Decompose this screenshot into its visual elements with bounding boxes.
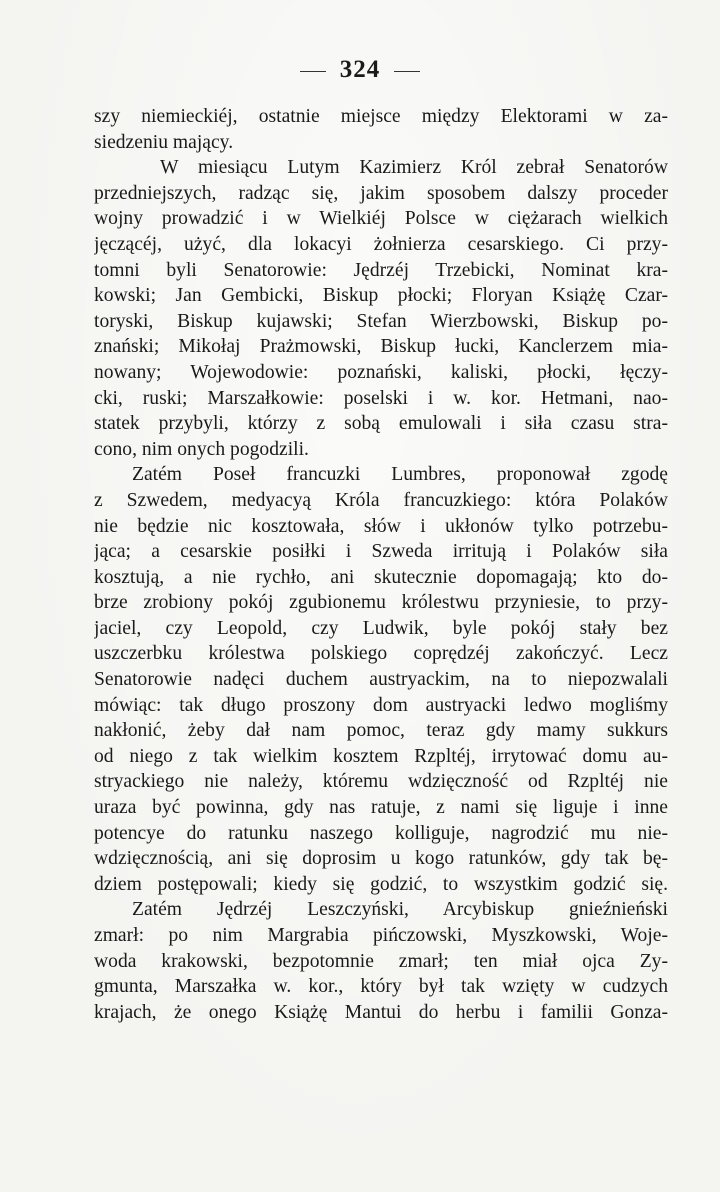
text-line: kowski; Jan Gembicki, Biskup płocki; Floryan Książę Czar- xyxy=(94,285,668,307)
text-line: statek przybyli, którzy z sobą emulowali i siła czasu stra- xyxy=(94,413,668,435)
text-line: zmarł: po nim Margrabia pińczowski, Myszkowski, Woje- xyxy=(94,925,668,946)
page-number: 324 xyxy=(339,56,381,83)
text-line: przedniejszych, radząc się, jakim sposobem dalszy proceder xyxy=(94,182,668,204)
text-line: od niego z tak wielkim kosztem Rzpltéj, irrytować domu au- xyxy=(94,745,668,767)
text-line: uszczerbku królestwa polskiego coprędzéj zakończyć. Lecz xyxy=(94,643,668,665)
text-line: W miesiącu Lutym Kazimierz Król zebrał Senatorów xyxy=(160,157,668,179)
text-line: mówiąc: tak długo proszony dom austryacki ledwo mogliśmy xyxy=(94,694,668,716)
text-line: jaciel, czy Leopold, czy Ludwik, byle pokój stały bez xyxy=(94,617,668,639)
text-line: cono, nim onych pogodzili. xyxy=(94,438,309,460)
text-line: Senatorowie nadęci duchem austryackim, na to niepozwalali xyxy=(94,669,668,691)
text-line: nie będzie nic kosztowała, słów i ukłonów tylko potrzebu- xyxy=(94,515,668,537)
text-line: wdzięcznością, ani się doprosim u kogo ratunków, gdy tak bę- xyxy=(94,848,668,870)
text-line: z Szwedem, medyacyą Króla francuzkiego: która Polaków xyxy=(94,489,668,511)
text-line: nowany; Wojewodowie: poznański, kaliski, płocki, łęczy- xyxy=(94,361,668,383)
text-line: krajach, że onego Książę Mantui do herbu i familii Gonza- xyxy=(94,1001,668,1023)
header-dash-right xyxy=(394,71,420,72)
text-line: jąca; a cesarskie posiłki i Szweda irritują i Polaków siła xyxy=(94,541,668,563)
text-line: jęczącéj, użyć, dla lokacyi żołnierza cesarskiego. Ci przy- xyxy=(94,233,668,255)
text-line: tomni byli Senatorowie: Jędrzéj Trzebicki, Nominat kra- xyxy=(94,259,668,281)
page-header xyxy=(0,56,720,84)
text-line: kosztują, a nie rychło, ani skutecznie dopomagają; kto do- xyxy=(94,566,668,588)
text-line: uraza być powinna, gdy nas ratuje, z nami się liguje i inne xyxy=(94,797,668,819)
text-line: cki, ruski; Marszałkowie: poselski i w. kor. Hetmani, nao- xyxy=(94,387,668,409)
text-line: wojny prowadzić i w Wielkiéj Polsce w ciężarach wielkich xyxy=(94,208,668,230)
text-line: toryski, Biskup kujawski; Stefan Wierzbowski, Biskup po- xyxy=(94,310,668,332)
text-line: Zatém Poseł francuzki Lumbres, proponował zgodę xyxy=(132,464,668,486)
text-line: nakłonić, żeby dał nam pomoc, teraz gdy mamy sukkurs xyxy=(94,720,668,742)
text-line: dziem postępowali; kiedy się godzić, to wszystkim godzić się. xyxy=(94,873,668,895)
text-line: stryackiego nie należy, któremu wdzięczność od Rzpltéj nie xyxy=(94,771,668,793)
text-line: gmunta, Marszałka w. kor., który był tak wzięty w cudzych xyxy=(94,976,668,998)
header-dash-left xyxy=(300,71,326,72)
text-line: potencye do ratunku naszego kolliguje, nagrodzić mu nie- xyxy=(94,822,668,844)
text-line: brze zrobiony pokój zgubionemu królestwu przyniesie, to przy- xyxy=(94,592,668,614)
text-line: Zatém Jędrzéj Leszczyński, Arcybiskup gnieźnieński xyxy=(132,899,668,921)
text-line: znański; Mikołaj Prażmowski, Biskup łucki, Kanclerzem mia- xyxy=(94,336,668,358)
text-line: siedzeniu mający. xyxy=(94,131,234,153)
text-line: szy niemieckiéj, ostatnie miejsce między Elektorami w za- xyxy=(94,106,668,127)
text-line: woda krakowski, bezpotomnie zmarł; ten miał ojca Zy- xyxy=(94,950,668,972)
body-text xyxy=(94,104,668,1025)
